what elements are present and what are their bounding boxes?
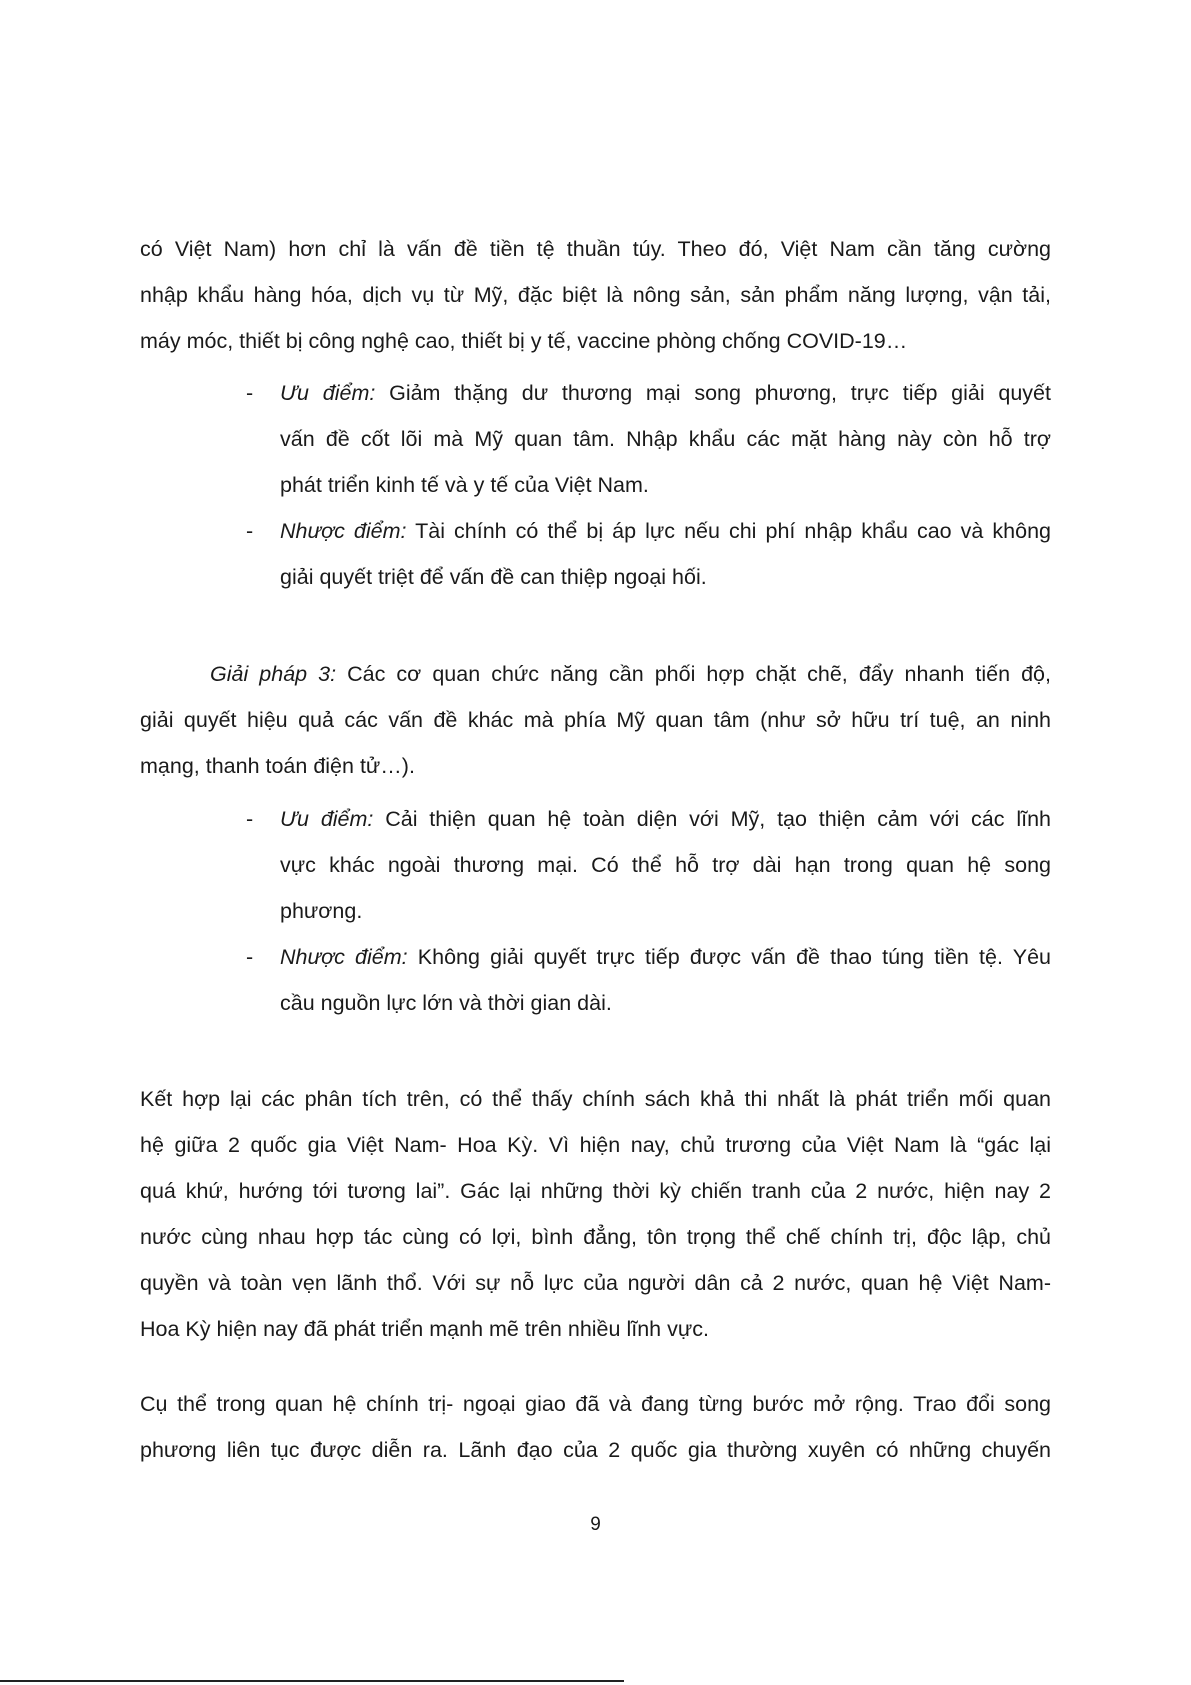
paragraph-intro [140, 226, 1051, 364]
text-line: phương. [280, 899, 363, 923]
text-line: quyền và toàn vẹn lãnh thổ. Với sự nỗ lực của người dân cả 2 nước, quan hệ Việt Nam- [140, 1271, 1051, 1295]
pros-label: Ưu điểm: [280, 381, 376, 405]
text-line: cầu nguồn lực lớn và thời gian dài. [280, 991, 612, 1015]
text-line: Ưu điểm: Giảm thặng dư thương mại song phương, trực tiếp giải quyết [280, 381, 1051, 405]
list-dash: - [246, 807, 254, 831]
text-line: hệ giữa 2 quốc gia Việt Nam- Hoa Kỳ. Vì hiện nay, chủ trương của Việt Nam là “gác lại [140, 1133, 1051, 1157]
cons-label: Nhược điểm: [280, 945, 408, 969]
text-line: nước cùng nhau hợp tác cùng có lợi, bình đẳng, tôn trọng thể chế chính trị, độc lập, chủ [140, 1225, 1051, 1249]
list-dash: - [246, 945, 254, 969]
text-line: nhập khẩu hàng hóa, dịch vụ từ Mỹ, đặc biệt là nông sản, sản phẩm năng lượng, vận tải, [140, 283, 1051, 307]
text-line: Nhược điểm: Không giải quyết trực tiếp được vấn đề thao túng tiền tệ. Yêu [280, 945, 1051, 969]
text-line: máy móc, thiết bị công nghệ cao, thiết bị y tế, vaccine phòng chống COVID-19… [140, 329, 908, 353]
text-line: phát triển kinh tế và y tế của Việt Nam. [280, 473, 649, 497]
text-line: Ưu điểm: Cải thiện quan hệ toàn diện với Mỹ, tạo thiện cảm với các lĩnh [280, 807, 1051, 831]
text-line: phương liên tục được diễn ra. Lãnh đạo của 2 quốc gia thường xuyên có những chuyến [140, 1438, 1051, 1462]
pros-label: Ưu điểm: [280, 807, 374, 831]
text-line: mạng, thanh toán điện tử…). [140, 754, 415, 778]
paragraph-solution-3 [140, 651, 1051, 789]
text-line: quá khứ, hướng tới tương lai”. Gác lại những thời kỳ chiến tranh của 2 nước, hiện nay 2 [140, 1179, 1051, 1203]
text-line: Hoa Kỳ hiện nay đã phát triển mạnh mẽ trên nhiều lĩnh vực. [140, 1317, 709, 1341]
text-line: vấn đề cốt lõi mà Mỹ quan tâm. Nhập khẩu các mặt hàng này còn hỗ trợ [280, 427, 1051, 451]
paragraph-conclusion [140, 1076, 1051, 1352]
paragraph-politics [140, 1381, 1051, 1473]
text-line: giải quyết hiệu quả các vấn đề khác mà phía Mỹ quan tâm (như sở hữu trí tuệ, an ninh [140, 708, 1051, 732]
text-line: Giải pháp 3: Các cơ quan chức năng cần phối hợp chặt chẽ, đẩy nhanh tiến độ, [210, 662, 1051, 686]
text-line: Kết hợp lại các phân tích trên, có thể thấy chính sách khả thi nhất là phát triển mối quan [140, 1087, 1051, 1111]
footer-divider [0, 1680, 598, 1682]
text-line: có Việt Nam) hơn chỉ là vấn đề tiền tệ thuần túy. Theo đó, Việt Nam cần tăng cường [140, 237, 1051, 261]
text-line: Nhược điểm: Tài chính có thể bị áp lực nếu chi phí nhập khẩu cao và không [280, 519, 1052, 543]
text-line: Cụ thể trong quan hệ chính trị- ngoại giao đã và đang từng bước mở rộng. Trao đổi song [140, 1392, 1051, 1416]
solution-label: Giải pháp 3: [210, 662, 337, 686]
cons-label: Nhược điểm: [280, 519, 407, 543]
list-dash: - [246, 519, 254, 543]
text-line: vực khác ngoài thương mại. Có thể hỗ trợ dài hạn trong quan hệ song [280, 853, 1051, 877]
list-dash: - [246, 381, 254, 405]
text-line: giải quyết triệt để vấn đề can thiệp ngoại hối. [280, 565, 707, 589]
page-number: 9 [590, 1514, 601, 1535]
footer-divider-segment [598, 1680, 624, 1682]
